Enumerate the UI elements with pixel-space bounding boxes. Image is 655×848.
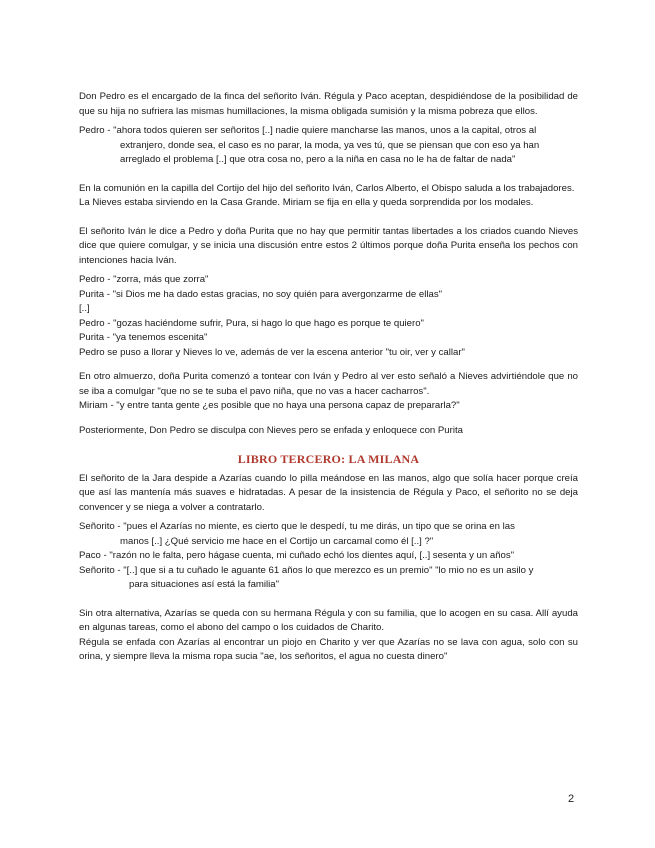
- dialogue-line-5: Purita - "ya tenemos escenita": [79, 332, 208, 343]
- dialogue-line-3: [..]: [79, 303, 90, 314]
- quote-senorito-1-line-2: manos [..] ¿Qué servicio me hace en el Cortijo un carcamal como él [..] ?": [120, 535, 434, 547]
- quote-pedro-line-2: extranjero, donde sea, el caso es no parar, la moda, ya ves tú, que se piensan que con eso ya han: [120, 139, 540, 151]
- paragraph-posteriormente: Posteriormente, Don Pedro se disculpa con Nieves pero se enfada y enloquece con Purita: [79, 424, 463, 436]
- quote-paco: Paco - "razón no le falta, pero hágase cuenta, mi cuñado echó los dientes aquí, [..] sesenta y un años": [79, 550, 515, 561]
- dialogue-line-6: Pedro se puso a llorar y Nieves lo ve, además de ver la escena anterior "tu oir, ver y callar": [79, 346, 465, 358]
- dialogue-line-4: Pedro - "gozas haciéndome sufrir, Pura, si hago lo que hago es porque te quiero": [79, 317, 424, 329]
- dialogue-line-2: Purita - "si Dios me ha dado estas gracias, no soy quién para avergonzarme de ellas": [79, 288, 443, 300]
- paragraph-don-pedro: Don Pedro es el encargado de la finca del señorito Iván. Régula y Paco aceptan, despidiéndose de la posibilidad de que su hija no sufriera las mismas humillaciones, la misma obligada sumisión y la misma pobreza que ellos.: [79, 91, 578, 117]
- quote-pedro-line-3: arreglado el problema [..] que otra cosa no, pero a la niña en casa no le ha de faltar de nada": [120, 154, 516, 165]
- quote-miriam: Miriam - "y entre tanta gente ¿es posible que no haya una persona capaz de prepararla?": [79, 400, 460, 411]
- quote-pedro-line-1: Pedro - "ahora todos quieren ser señoritos [..] nadie quiere mancharse las manos, unos a la capital, otros al: [79, 125, 537, 136]
- section-heading: LIBRO TERCERO: LA MILANA: [237, 452, 420, 466]
- paragraph-alternativa: Sin otra alternativa, Azarías se queda con su hermana Régula y con su familia, que lo acogen en su casa. Allí ayuda en algunas tareas, como el abono del campo o los cuidados de Charito.: [79, 607, 578, 633]
- paragraph-comunion: En la comunión en la capilla del Cortijo del hijo del señorito Iván, Carlos Alberto, el Obispo saluda a los trabajadores.: [79, 182, 575, 194]
- paragraph-jara: El señorito de la Jara despide a Azarías cuando lo pilla meándose en las manos, algo que solía hacer porque creía que así las mantenía más suaves e hidratadas. A pesar de la insistencia de Régula y Paco, el señorito no se deja convencer y se niega a volver a contratarlo.: [79, 472, 578, 513]
- paragraph-ivan-purita: El señorito Iván le dice a Pedro y doña Purita que no hay que permitir tantas libertades a los criados cuando Nieves dice que quiere comulgar, y se inicia una discusión entre estos 2 últimos porque doña Purita enseña los pechos con intenciones hacia Iván.: [79, 225, 578, 266]
- paragraph-nieves: La Nieves estaba sirviendo en la Casa Grande. Miriam se fija en ella y queda sorprendida por los modales.: [79, 197, 534, 208]
- quote-senorito-2-line-1: Señorito - "[..] que si a tu cuñado le aguante 61 años lo que merezco es un premio" "lo mio no es un asilo y: [79, 564, 534, 576]
- quote-senorito-2-line-2: para situaciones así está la familia": [129, 579, 280, 590]
- quote-senorito-1-line-1: Señorito - "pues el Azarías no miente, es cierto que le despedí, tu me dirás, un tipo que se orina en las: [79, 521, 515, 532]
- page-body: [79, 90, 578, 665]
- dialogue-line-1: Pedro - "zorra, más que zorra": [79, 274, 209, 285]
- paragraph-almuerzo: En otro almuerzo, doña Purita comenzó a tontear con Iván y Pedro al ver esto señaló a Nieves advirtiéndole que no se iba a comulgar "que no se te suba el pavo niña, que no vas a hacer cacharros".: [79, 371, 578, 397]
- paragraph-piojo: Régula se enfada con Azarías al encontrar un piojo en Charito y ver que Azarías no se lava con agua, solo con su orina, y siempre lleva la misma ropa sucia "ae, los señoritos, el agua no cuesta dinero": [79, 636, 578, 662]
- page-number: 2: [568, 793, 575, 805]
